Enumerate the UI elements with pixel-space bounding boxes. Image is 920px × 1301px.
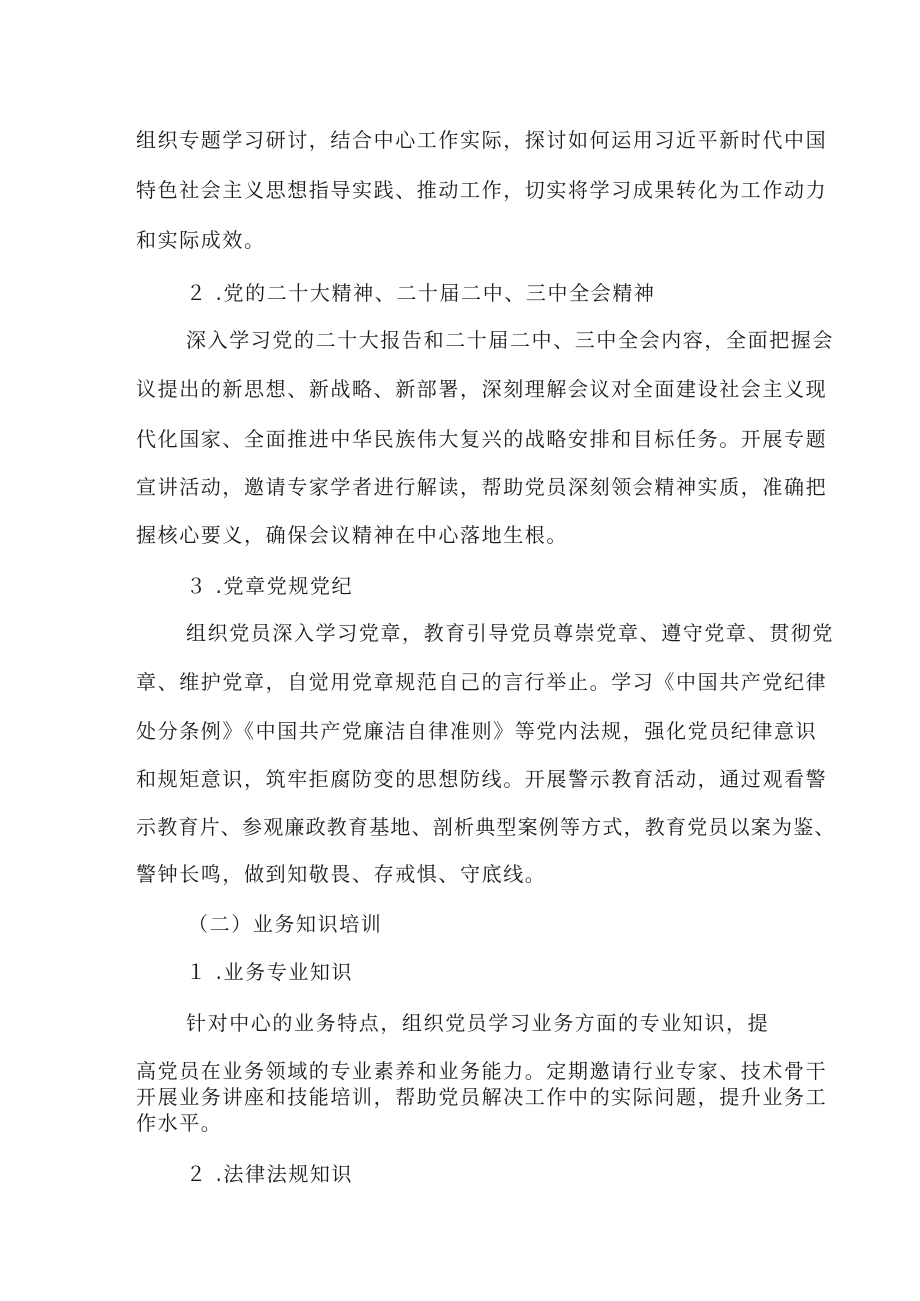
paragraph-line: 议提出的新思想、新战略、新部署，深刻理解会议对全面建设社会主义现 (136, 377, 828, 401)
section-heading: １ .业务专业知识 (186, 960, 354, 984)
paragraph-line: 组织党员深入学习党章，教育引导党员尊崇党章、遵守党章、贯彻党 (186, 621, 834, 645)
paragraph-line: 组织专题学习研讨，结合中心工作实际，探讨如何运用习近平新时代中国 (136, 128, 828, 152)
paragraph-line: 深入学习党的二十大报告和二十届二中、三中全会内容，全面把握会 (186, 328, 834, 352)
paragraph-line: 作水平。 (136, 1111, 223, 1135)
section-heading: ３ .党章党规党纪 (186, 574, 354, 598)
paragraph-line: 握核心要义，确保会议精神在中心落地生根。 (136, 523, 568, 547)
paragraph-line: 和规矩意识，筑牢拒腐防变的思想防线。开展警示教育活动，通过观看警 (136, 767, 828, 791)
paragraph-line: 特色社会主义思想指导实践、推动工作，切实将学习成果转化为工作动力 (136, 178, 828, 202)
paragraph-line: 示教育片、参观廉政教育基地、剖析典型案例等方式，教育党员以案为鉴、 (136, 815, 836, 839)
paragraph-line: 代化国家、全面推进中华民族伟大复兴的战略安排和目标任务。开展专题 (136, 427, 828, 451)
paragraph-line: 开展业务讲座和技能培训，帮助党员解决工作中的实际问题，提升业务工 (136, 1085, 828, 1109)
paragraph-line: 高党员在业务领域的专业素养和业务能力。定期邀请行业专家、技术骨干 (136, 1059, 828, 1083)
paragraph-line: 警钟长鸣，做到知敬畏、存戒惧、守底线。 (136, 862, 547, 886)
paragraph-line: 章、维护党章，自觉用党章规范自己的言行举止。学习《中国共产党纪律 (136, 670, 828, 694)
paragraph-line: 处分条例》《中国共产党廉洁自律准则》等党内法规，强化党员纪律意识 (136, 719, 818, 743)
paragraph-line: 针对中心的业务特点，组织党员学习业务方面的专业知识，提 (186, 1011, 770, 1035)
section-heading: ２ .法律法规知识 (186, 1162, 354, 1186)
section-title: （二）业务知识培训 (188, 912, 383, 936)
paragraph-line: 宣讲活动，邀请专家学者进行解读，帮助党员深刻领会精神实质，准确把 (136, 475, 828, 499)
paragraph-line: 和实际成效。 (136, 228, 266, 252)
section-heading: ２ .党的二十大精神、二十届二中、三中全会精神 (186, 281, 656, 305)
